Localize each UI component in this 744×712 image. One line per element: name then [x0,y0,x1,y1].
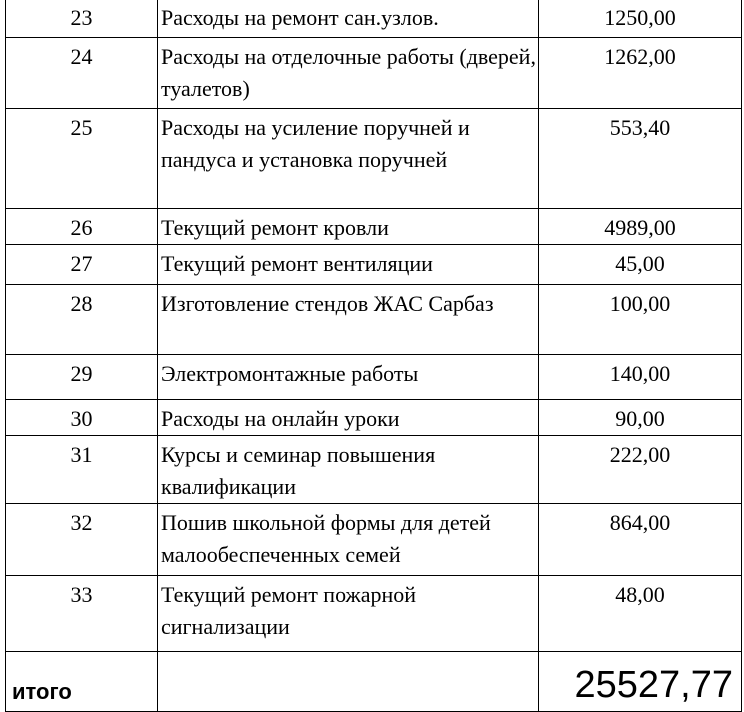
row-number: 33 [6,576,158,652]
row-amount: 864,00 [539,504,742,576]
table-row [6,285,742,355]
row-amount: 45,00 [539,245,742,285]
row-description: Курсы и семинар повышения квалификации [158,436,539,504]
row-amount: 100,00 [539,285,742,355]
row-number: 23 [6,0,158,38]
row-amount: 222,00 [539,436,742,504]
total-label: итого [6,652,158,712]
row-description: Текущий ремонт вентиляции [158,245,539,285]
row-number: 24 [6,38,158,109]
row-description: Пошив школьной формы для детей малообеспеченных семей [158,504,539,576]
row-description: Текущий ремонт пожарной сигнализации [158,576,539,652]
table-row [6,436,742,504]
total-row [6,652,742,712]
row-amount: 140,00 [539,355,742,400]
table-row [6,109,742,209]
row-amount: 4989,00 [539,209,742,245]
row-description: Изготовление стендов ЖАС Сарбаз [158,285,539,355]
row-number: 29 [6,355,158,400]
row-number: 32 [6,504,158,576]
row-description: Расходы на усиление поручней и пандуса и установка поручней [158,109,539,209]
row-number: 27 [6,245,158,285]
table-row [6,576,742,652]
row-amount: 553,40 [539,109,742,209]
row-description: Расходы на ремонт сан.узлов. [158,0,539,38]
row-description: Расходы на отделочные работы (дверей, туалетов) [158,38,539,109]
total-empty-cell [158,652,539,712]
row-number: 26 [6,209,158,245]
table-row [6,0,742,38]
table-row [6,400,742,436]
expense-table-sheet [5,0,741,712]
row-number: 25 [6,109,158,209]
table-row [6,355,742,400]
row-amount: 90,00 [539,400,742,436]
row-amount: 1250,00 [539,0,742,38]
expense-table [5,0,742,712]
row-description: Электромонтажные работы [158,355,539,400]
table-row [6,245,742,285]
row-number: 31 [6,436,158,504]
total-value: 25527,77 [539,652,742,712]
row-description: Текущий ремонт кровли [158,209,539,245]
row-description: Расходы на онлайн уроки [158,400,539,436]
row-amount: 1262,00 [539,38,742,109]
row-amount: 48,00 [539,576,742,652]
row-number: 28 [6,285,158,355]
table-row [6,209,742,245]
row-number: 30 [6,400,158,436]
table-row [6,504,742,576]
table-row [6,38,742,109]
